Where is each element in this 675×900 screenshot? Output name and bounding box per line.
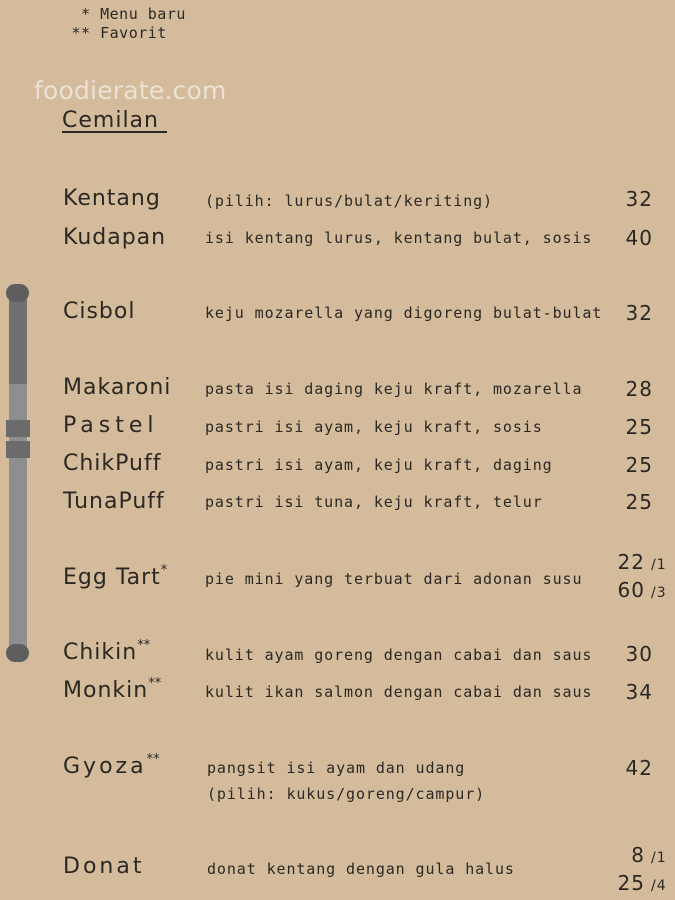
item-description: kulit ikan salmon dengan cabai dan saus bbox=[205, 683, 593, 701]
item-name: Gyoza** bbox=[63, 752, 160, 779]
item-price-single: 22 /1 bbox=[617, 550, 667, 574]
item-name: Pastel bbox=[63, 413, 159, 438]
section-title: Cemilan bbox=[62, 108, 167, 133]
scrollbar-marker bbox=[6, 420, 30, 437]
item-name: Chikin** bbox=[63, 638, 151, 665]
item-name: Egg Tart* bbox=[63, 563, 168, 590]
item-description: pastri isi tuna, keju kraft, telur bbox=[205, 493, 543, 511]
item-name: Kentang bbox=[63, 186, 161, 211]
legend-favorite: ** Favorit bbox=[62, 24, 167, 42]
item-price: 30 bbox=[625, 642, 653, 666]
item-description: donat kentang dengan gula halus bbox=[207, 860, 515, 878]
item-price: 28 bbox=[625, 377, 653, 401]
scrollbar-bottom-cap[interactable] bbox=[6, 644, 29, 662]
item-price: 32 bbox=[625, 187, 653, 211]
item-name: Cisbol bbox=[63, 299, 136, 324]
watermark: foodierate.com bbox=[34, 76, 227, 105]
item-price: 25 bbox=[625, 490, 653, 514]
item-price-bundle: 60 /3 bbox=[617, 578, 667, 602]
item-description: pastri isi ayam, keju kraft, daging bbox=[205, 456, 553, 474]
item-price: 42 bbox=[625, 756, 653, 780]
item-description: pie mini yang terbuat dari adonan susu bbox=[205, 570, 583, 588]
scrollbar-top-cap[interactable] bbox=[6, 284, 29, 302]
item-price: 25 bbox=[625, 453, 653, 477]
item-price: 34 bbox=[625, 680, 653, 704]
scrollbar-thumb[interactable] bbox=[9, 292, 27, 384]
item-description: pasta isi daging keju kraft, mozarella bbox=[205, 380, 583, 398]
item-price-list bbox=[618, 843, 667, 899]
legend bbox=[62, 5, 186, 43]
item-price: 25 bbox=[625, 415, 653, 439]
item-description: pastri isi ayam, keju kraft, sosis bbox=[205, 418, 543, 436]
item-name: Donat bbox=[63, 854, 145, 879]
item-name: Kudapan bbox=[63, 225, 167, 250]
item-price-single: 8 /1 bbox=[631, 843, 667, 867]
item-name: Monkin** bbox=[63, 676, 162, 703]
item-description: keju mozarella yang digoreng bulat-bulat bbox=[205, 304, 603, 322]
legend-new-menu: * Menu baru bbox=[62, 5, 186, 23]
item-description: isi kentang lurus, kentang bulat, sosis bbox=[205, 229, 593, 247]
item-price: 32 bbox=[625, 301, 653, 325]
item-price: 40 bbox=[625, 226, 653, 250]
item-description: (pilih: lurus/bulat/keriting) bbox=[205, 192, 493, 210]
item-name: Makaroni bbox=[63, 375, 172, 400]
item-name: TunaPuff bbox=[63, 489, 165, 514]
item-price-list bbox=[618, 550, 667, 606]
scrollbar-marker bbox=[6, 441, 30, 458]
item-price-bundle: 25 /4 bbox=[617, 871, 667, 895]
item-description: kulit ayam goreng dengan cabai dan saus bbox=[205, 646, 593, 664]
item-description-options: (pilih: kukus/goreng/campur) bbox=[207, 785, 486, 803]
item-name: ChikPuff bbox=[63, 451, 162, 476]
item-description: pangsit isi ayam dan udang bbox=[207, 759, 466, 777]
